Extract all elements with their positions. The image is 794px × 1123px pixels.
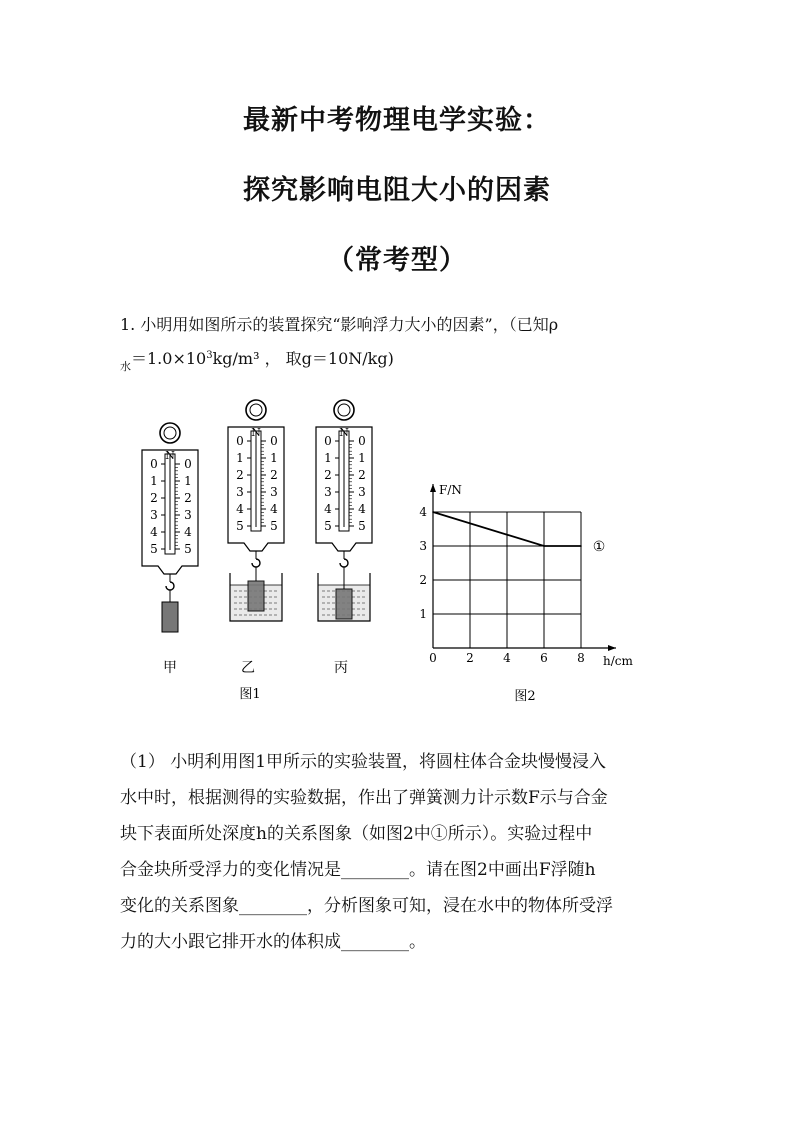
scale-tick-left: 4 bbox=[324, 502, 332, 516]
scale-tick-left: 0 bbox=[150, 457, 158, 471]
figure1-label-jia: 甲 bbox=[163, 660, 177, 676]
density-value: ＝1.0×10 bbox=[131, 349, 207, 368]
scale-tick-left: 0 bbox=[324, 434, 332, 448]
scale-ring bbox=[246, 400, 266, 420]
alloy-block bbox=[248, 581, 264, 611]
curve-marker-label: ① bbox=[592, 539, 606, 555]
data-point bbox=[580, 545, 582, 547]
scale-tick-right: 4 bbox=[270, 502, 278, 516]
scale-tick-left: 3 bbox=[236, 485, 244, 499]
scale-ring-inner bbox=[164, 427, 176, 439]
figure1-label-yi: 乙 bbox=[241, 660, 255, 676]
scale-tick-right: 0 bbox=[184, 457, 192, 471]
scale-unit-label: N bbox=[339, 426, 349, 439]
scale-tick-right: 5 bbox=[270, 519, 278, 533]
scale-tick-right: 3 bbox=[270, 485, 278, 499]
page-type-note: （常考型） bbox=[327, 245, 467, 276]
scale-tick-left: 4 bbox=[236, 502, 244, 516]
part1-line-2: 水中时，根据测得的实验数据，作出了弹簧测力计示数F示与合金 bbox=[120, 788, 608, 808]
part1-text bbox=[120, 744, 680, 960]
scale-ring-inner bbox=[250, 404, 262, 416]
x-axis-arrow bbox=[608, 645, 616, 651]
y-tick-label: 2 bbox=[419, 573, 427, 587]
scale-ring bbox=[160, 423, 180, 443]
scale-tick-left: 0 bbox=[236, 434, 244, 448]
scale-tick-right: 4 bbox=[184, 525, 192, 539]
page-subtitle: 探究影响电阻大小的因素 bbox=[243, 175, 551, 206]
figure1-caption: 图1 bbox=[239, 687, 261, 702]
part1-line-3: 块下表面所处深度h的关系图象（如图2中①所示）。实验过程中 bbox=[120, 824, 593, 844]
x-tick-label: 6 bbox=[540, 651, 548, 665]
scale-hook bbox=[252, 559, 260, 567]
x-tick-label: 4 bbox=[503, 651, 511, 665]
question-intro-line1 bbox=[120, 312, 558, 335]
y-tick-label: 3 bbox=[419, 539, 427, 553]
x-tick-label: 8 bbox=[577, 651, 585, 665]
scale-tick-right: 5 bbox=[358, 519, 366, 533]
figure1-spring-scales bbox=[130, 390, 400, 710]
scale-hook bbox=[166, 582, 174, 590]
part1-line-4: 合金块所受浮力的变化情况是________。请在图2中画出F浮随h bbox=[120, 860, 596, 880]
x-axis-label: h/cm bbox=[603, 654, 633, 668]
y-axis-label: F/N bbox=[439, 483, 462, 497]
scale-tick-right: 5 bbox=[184, 542, 192, 556]
scale-tick-right: 0 bbox=[270, 434, 278, 448]
scale-tick-right: 4 bbox=[358, 502, 366, 516]
scale-tick-right: 1 bbox=[358, 451, 366, 465]
scale-tick-left: 1 bbox=[150, 474, 158, 488]
data-point bbox=[432, 511, 434, 513]
scale-tick-left: 1 bbox=[324, 451, 332, 465]
scale-tick-left: 2 bbox=[150, 491, 158, 505]
density-exponent: 3 bbox=[206, 350, 213, 361]
question-intro-text: 1. 小明用如图所示的装置探究“影响浮力大小的因素”，（已知ρ bbox=[120, 315, 559, 334]
data-point bbox=[543, 545, 545, 547]
scale-tick-right: 1 bbox=[184, 474, 192, 488]
spring-scale-2 bbox=[228, 400, 284, 621]
alloy-block bbox=[162, 602, 178, 632]
scale-tick-right: 2 bbox=[270, 468, 278, 482]
y-tick-label: 4 bbox=[419, 505, 427, 519]
scale-hook bbox=[340, 559, 348, 567]
part1-line-1: （1） 小明利用图1甲所示的实验装置，将圆柱体合金块慢慢浸入 bbox=[120, 752, 607, 772]
figure1-label-bing: 丙 bbox=[334, 660, 348, 676]
spring-scale-3 bbox=[316, 400, 372, 621]
scale-tick-left: 2 bbox=[324, 468, 332, 482]
part1-line-6: 力的大小跟它排开水的体积成________。 bbox=[120, 932, 426, 952]
scale-tick-left: 1 bbox=[236, 451, 244, 465]
scale-tick-left: 3 bbox=[324, 485, 332, 499]
x-tick-label: 2 bbox=[466, 651, 474, 665]
question-intro-line2 bbox=[120, 346, 394, 374]
scale-tick-right: 2 bbox=[358, 468, 366, 482]
scale-tick-right: 0 bbox=[358, 434, 366, 448]
y-axis-arrow bbox=[430, 484, 436, 492]
x-tick-label: 0 bbox=[429, 651, 437, 665]
scale-unit-label: N bbox=[251, 426, 261, 439]
scale-tick-left: 5 bbox=[324, 519, 332, 533]
part1-line-5: 变化的关系图象________，分析图象可知，浸在水中的物体所受浮 bbox=[120, 896, 613, 916]
scale-ring-inner bbox=[338, 404, 350, 416]
scale-unit-label: N bbox=[165, 449, 175, 462]
scale-tick-left: 5 bbox=[236, 519, 244, 533]
scale-tick-right: 3 bbox=[358, 485, 366, 499]
water-subscript: 水 bbox=[120, 360, 131, 373]
scale-tick-left: 5 bbox=[150, 542, 158, 556]
scale-tick-left: 4 bbox=[150, 525, 158, 539]
scale-tick-right: 3 bbox=[184, 508, 192, 522]
page-title: 最新中考物理电学实验： bbox=[243, 105, 551, 136]
alloy-block bbox=[336, 589, 352, 619]
figure2-caption: 图2 bbox=[514, 689, 536, 704]
scale-tick-right: 1 bbox=[270, 451, 278, 465]
spring-scale-1 bbox=[142, 423, 198, 632]
scale-tick-right: 2 bbox=[184, 491, 192, 505]
density-unit-and-g: kg/m³ ， 取g＝10N/kg) bbox=[212, 349, 394, 368]
scale-tick-left: 2 bbox=[236, 468, 244, 482]
figure2-graph bbox=[395, 460, 655, 715]
scale-tick-left: 3 bbox=[150, 508, 158, 522]
scale-ring bbox=[334, 400, 354, 420]
y-tick-label: 1 bbox=[419, 607, 427, 621]
